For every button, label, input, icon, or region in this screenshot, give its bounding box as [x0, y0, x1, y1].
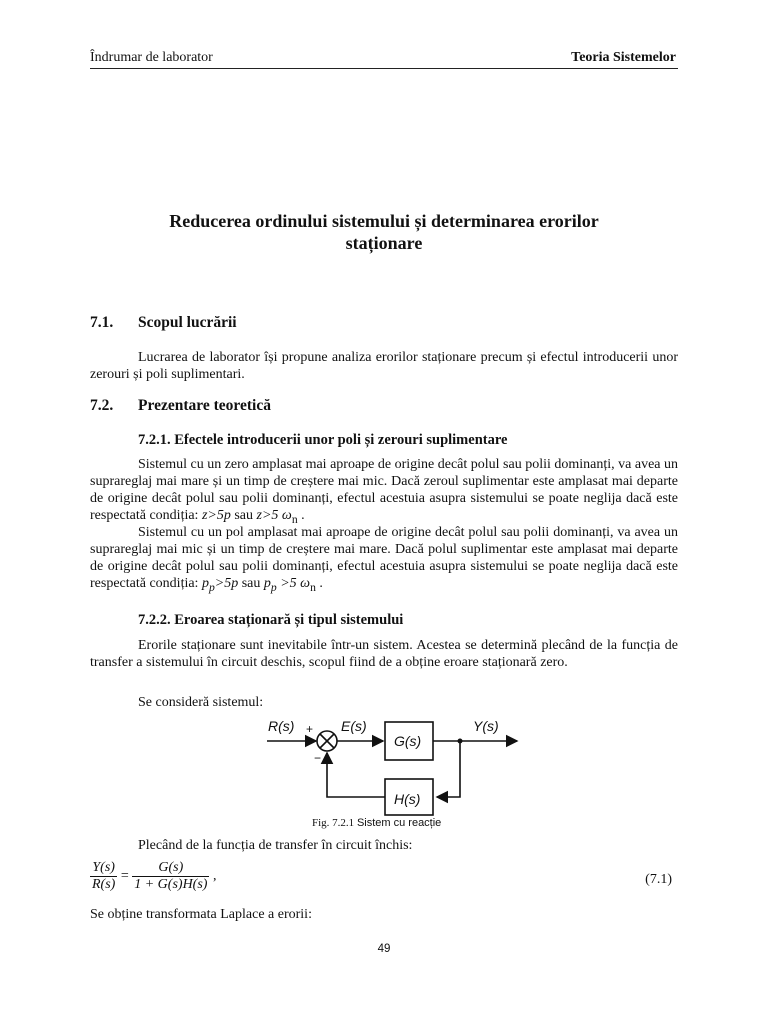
- section-7-1-heading: [90, 314, 237, 332]
- subsection-7-2-2-paragraph-3: Plecând de la funcția de transfer în circuit închis:: [138, 838, 413, 853]
- page-title-line2: staționare: [345, 233, 423, 253]
- header-divider: [90, 68, 678, 69]
- header-left-title: Îndrumar de laborator: [90, 50, 213, 65]
- subsection-7-2-2-paragraph-1: Erorile staționare sunt inevitabile într-un sistem. Acestea se determină plecând de la funcția de transfer a sistemului în circuit deschis, scopul fiind de a obține eroare staționară zero.: [90, 638, 678, 670]
- figure-caption: Fig. 7.2.1 Sistem cu reacție: [312, 817, 442, 829]
- error-signal-label: E(s): [341, 718, 367, 734]
- forward-block-label: G(s): [394, 733, 422, 749]
- feedback-to-sum-path: [327, 753, 385, 797]
- subsection-7-2-2-paragraph-4: Se obține transformata Laplace a erorii:: [90, 907, 312, 922]
- section-title: Prezentare teoretică: [138, 397, 271, 414]
- summing-minus-sign: −: [314, 751, 322, 765]
- equation-rhs-fraction: $\frac{G(s)}{1 + G(s)H(s)}$: [134, 860, 208, 892]
- equation-lhs-fraction: $\frac{Y(s)}{R(s)}$: [92, 860, 116, 892]
- page-number: 49: [377, 943, 391, 955]
- subsection-7-2-1-paragraph-1: Sistemul cu un zero amplasat mai aproape de origine decât polul sau polii dominanți, va avea un suprareglaj mai mare și un timp de creștere mai mic. Dacă zeroul suplimentar este amplasat mai departe de origine decât polul sau polii dominanți, efectul acestuia asupra sistemului se poate neglija dacă este respectată condiția: z>5p sau z>5 $\omega_n$ .: [90, 457, 679, 526]
- subsection-7-2-2-heading: 7.2.2. Eroarea staționară și tipul sistemului: [138, 612, 404, 628]
- input-signal-label: R(s): [268, 718, 295, 734]
- section-title: Scopul lucrării: [138, 314, 237, 331]
- feedback-block-label: H(s): [394, 791, 421, 807]
- equation-7-1: $\frac{Y(s)}{R(s)}$ = $\frac{G(s)}{1 + G(s)H(s)}$ ,: [92, 860, 217, 892]
- page-title: [90, 210, 678, 254]
- takeoff-point: [458, 739, 463, 744]
- section-7-1-paragraph: Lucrarea de laborator își propune analiza erorilor staționare precum și efectul introducerii unor zerouri și poli suplimentari.: [90, 350, 678, 382]
- page-title-line1: Reducerea ordinului sistemului și determinarea erorilor: [169, 211, 599, 231]
- feedback-block-diagram: [255, 712, 535, 832]
- header-right-title: Teoria Sistemelor: [571, 50, 676, 65]
- section-7-2-heading: [90, 397, 271, 415]
- summing-plus-sign: +: [306, 722, 314, 736]
- section-number: 7.1.: [90, 314, 114, 331]
- subsection-7-2-2-paragraph-2: Se consideră sistemul:: [138, 695, 264, 710]
- output-signal-label: Y(s): [473, 718, 499, 734]
- feedback-return-path: [437, 741, 460, 797]
- section-number: 7.2.: [90, 397, 114, 414]
- equation-number: (7.1): [645, 872, 672, 887]
- subsection-7-2-1-heading: 7.2.1. Efectele introducerii unor poli și zerouri suplimentare: [138, 432, 508, 448]
- subsection-7-2-1-paragraph-2: Sistemul cu un pol amplasat mai aproape de origine decât polul sau polii dominanți, va avea un suprareglaj mai mic și un timp de creștere mai mare. Dacă polul suplimentar este amplasat mai departe de origine decât polul sau polii dominanți, efectul acestuia asupra sistemului se poate neglija dacă este respectată condiția: $p_p>5p$ sau $p_p >5$ $\omega_n$ .: [90, 525, 678, 594]
